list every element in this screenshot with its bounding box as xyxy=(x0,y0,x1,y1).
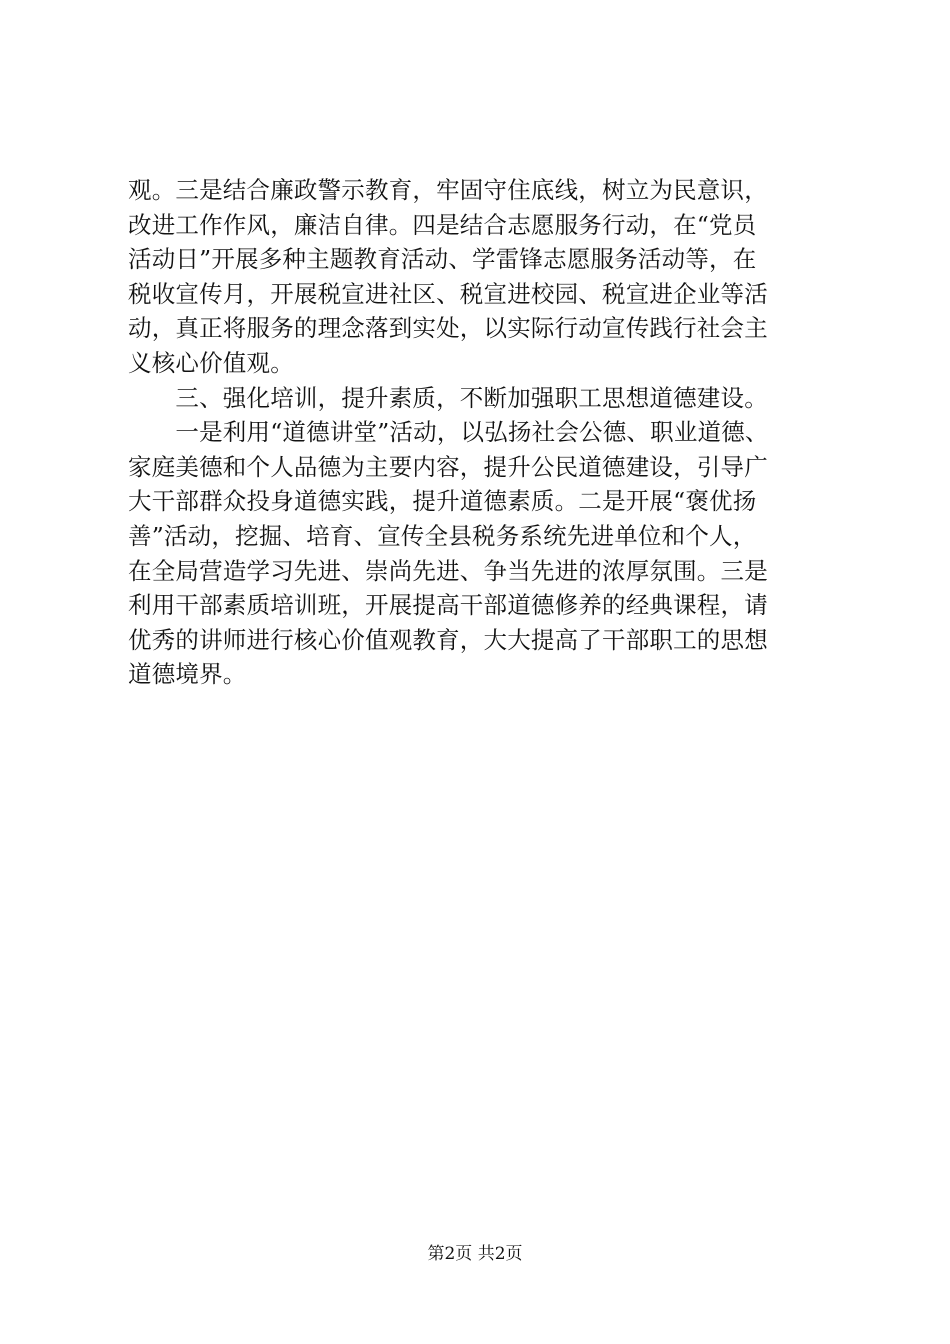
text-line: 一是利用“道德讲堂”活动，以弘扬社会公德、职业道德、 xyxy=(128,418,769,447)
text-line: 利用干部素质培训班，开展提高干部道德修养的经典课程，请 xyxy=(128,591,768,620)
text-line: 优秀的讲师进行核心价值观教育，大大提高了干部职工的思想 xyxy=(128,625,768,654)
text-line: 道德境界。 xyxy=(128,660,247,689)
text-line: 改进工作作风，廉洁自律。四是结合志愿服务行动，在“党员 xyxy=(128,210,757,239)
body-text xyxy=(128,173,848,692)
text-line: 动，真正将服务的理念落到实处，以实际行动宣传践行社会主 xyxy=(128,314,768,343)
text-line: 税收宣传月，开展税宣进社区、税宣进校园、税宣进企业等活 xyxy=(128,279,768,308)
text-line: 大干部群众投身道德实践，提升道德素质。二是开展“褒优扬 xyxy=(128,487,757,516)
page-footer: 第2页 共2页 xyxy=(427,1244,523,1264)
text-line: 义核心价值观。 xyxy=(128,348,294,377)
section-heading: 三、强化培训，提升素质，不断加强职工思想道德建设。 xyxy=(128,383,768,412)
text-line: 在全局营造学习先进、崇尚先进、争当先进的浓厚氛围。三是 xyxy=(128,556,768,585)
text-line: 家庭美德和个人品德为主要内容，提升公民道德建设，引导广 xyxy=(128,452,768,481)
text-line: 活动日”开展多种主题教育活动、学雷锋志愿服务活动等，在 xyxy=(128,245,757,274)
text-line: 观。三是结合廉政警示教育，牢固守住底线，树立为民意识， xyxy=(128,176,768,204)
text-line: 善”活动，挖掘、培育、宣传全县税务系统先进单位和个人， xyxy=(128,521,757,550)
